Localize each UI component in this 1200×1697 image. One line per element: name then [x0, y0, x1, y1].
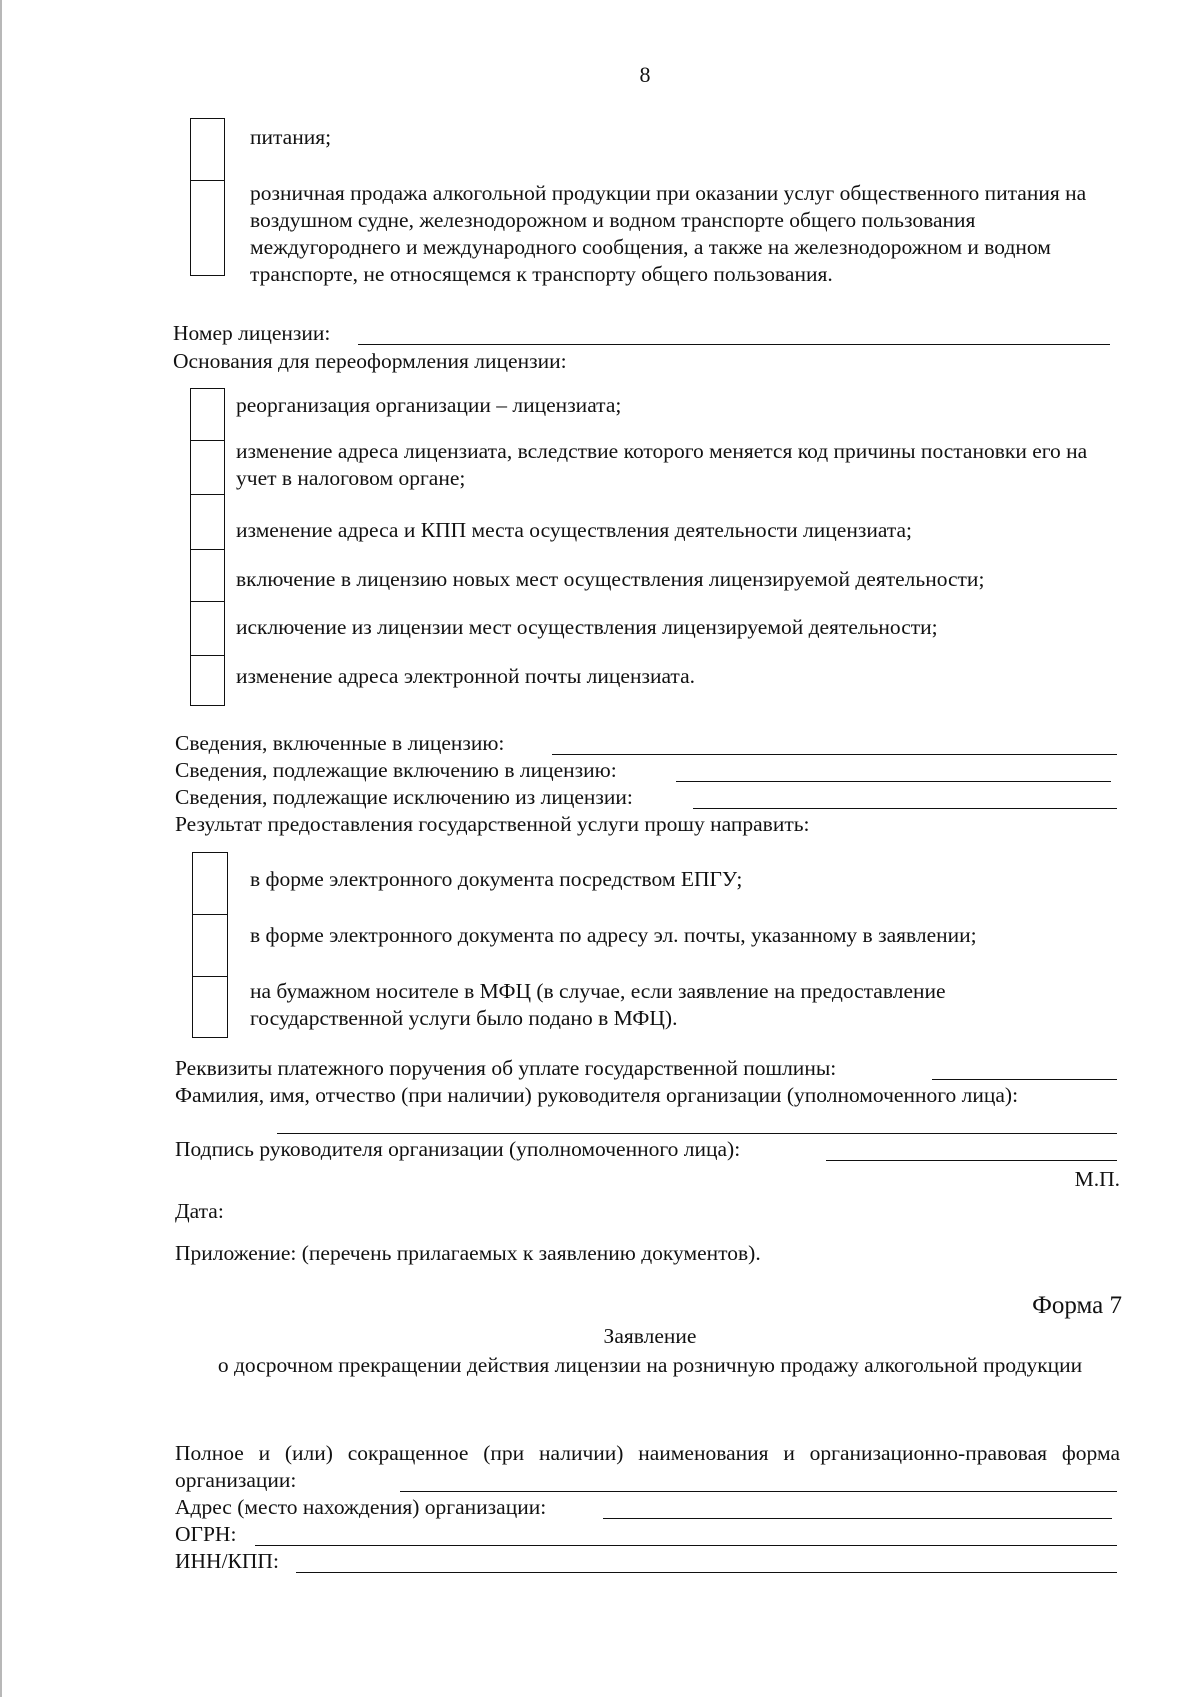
- checkbox-reorganization[interactable]: [191, 389, 224, 441]
- ground-include-places: включение в лицензию новых мест осуществления лицензируемой деятельности;: [236, 567, 985, 591]
- ground-exclude-places: исключение из лицензии мест осуществления лицензируемой деятельности;: [236, 615, 938, 639]
- checkbox-email-change[interactable]: [191, 656, 224, 704]
- ogrn-field[interactable]: [255, 1545, 1117, 1546]
- info-to-include-label: Сведения, подлежащие включению в лицензию:: [175, 758, 617, 782]
- checkbox-include-places[interactable]: [191, 550, 224, 602]
- info-to-exclude-label: Сведения, подлежащие исключению из лицензии:: [175, 785, 633, 809]
- info-included-label: Сведения, включенные в лицензию:: [175, 731, 505, 755]
- org-name-field[interactable]: [400, 1491, 1117, 1492]
- reissue-checkbox-column: [190, 388, 225, 706]
- ground-email-change: изменение адреса электронной почты лицензиата.: [236, 664, 696, 688]
- signature-field[interactable]: [826, 1160, 1117, 1161]
- checkbox-transport-retail[interactable]: [191, 181, 224, 274]
- info-included-field[interactable]: [552, 754, 1117, 755]
- result-epgu: в форме электронного документа посредством ЕПГУ;: [250, 867, 743, 891]
- checkbox-email[interactable]: [193, 915, 227, 977]
- address-label: Адрес (место нахождения) организации:: [175, 1495, 547, 1519]
- stamp-label: М.П.: [1074, 1167, 1120, 1191]
- inn-kpp-label: ИНН/КПП:: [175, 1549, 279, 1573]
- head-name-field[interactable]: [277, 1133, 1117, 1134]
- result-checkbox-column: [192, 852, 228, 1038]
- inn-kpp-field[interactable]: [296, 1572, 1117, 1573]
- info-to-exclude-field[interactable]: [693, 808, 1117, 809]
- ogrn-label: ОГРН:: [175, 1522, 237, 1546]
- scan-edge: [0, 0, 2, 1697]
- checkbox-catering[interactable]: [191, 119, 224, 181]
- option-transport-retail-text: розничная продажа алкогольной продукции при оказании услуг общественного питания на воздушном судне, железнодорожном и водном транспорте общего пользования междугороднего и международного сообщения, а также на железнодорожном и водном транспорте, не относящемся к транспорту общего пользования.: [250, 181, 1087, 286]
- address-field[interactable]: [603, 1518, 1112, 1519]
- form-7-subtitle: о досрочном прекращении действия лицензии на розничную продажу алкогольной продукции: [217, 1353, 1083, 1377]
- result-mfc-paper: на бумажном носителе в МФЦ (в случае, если заявление на предоставление государственной услуги было подано в МФЦ).: [250, 979, 946, 1030]
- result-email: в форме электронного документа по адресу эл. почты, указанному в заявлении;: [250, 923, 977, 947]
- appendix-text: Приложение: (перечень прилагаемых к заявлению документов).: [175, 1241, 761, 1265]
- head-name-label: Фамилия, имя, отчество (при наличии) руководителя организации (уполномоченного лица):: [175, 1083, 1019, 1107]
- ground-address-kpp: изменение адреса и КПП места осуществления деятельности лицензиата;: [236, 518, 912, 542]
- payment-label: Реквизиты платежного поручения об уплате государственной пошлины:: [175, 1056, 837, 1080]
- signature-label: Подпись руководителя организации (уполномоченного лица):: [175, 1137, 741, 1161]
- top-checkbox-column: [190, 118, 225, 276]
- org-name-label: Полное и (или) сокращенное (при наличии) наименования и организационно-правовая форма организации:: [175, 1441, 1120, 1492]
- checkbox-epgu[interactable]: [193, 853, 227, 915]
- result-label: Результат предоставления государственной услуги прошу направить:: [175, 812, 810, 836]
- form-7-label: Форма 7: [1032, 1292, 1122, 1319]
- checkbox-exclude-places[interactable]: [191, 602, 224, 656]
- page-number: 8: [639, 62, 651, 87]
- option-catering-text: питания;: [250, 125, 332, 149]
- checkbox-address-kpp-place[interactable]: [191, 495, 224, 550]
- reissue-grounds-label: Основания для переоформления лицензии:: [173, 349, 567, 373]
- license-number-label: Номер лицензии:: [173, 321, 331, 345]
- license-number-field[interactable]: [358, 344, 1110, 345]
- ground-reorganization: реорганизация организации – лицензиата;: [236, 393, 622, 417]
- ground-address-tax: изменение адреса лицензиата, вследствие которого меняется код причины постановки его на учет в налоговом органе;: [236, 439, 1088, 490]
- checkbox-mfc-paper[interactable]: [193, 977, 227, 1036]
- info-to-include-field[interactable]: [676, 781, 1111, 782]
- form-7-title: Заявление: [603, 1324, 697, 1348]
- date-label: Дата:: [175, 1199, 224, 1223]
- payment-field[interactable]: [932, 1079, 1117, 1080]
- checkbox-address-kpp-tax[interactable]: [191, 441, 224, 495]
